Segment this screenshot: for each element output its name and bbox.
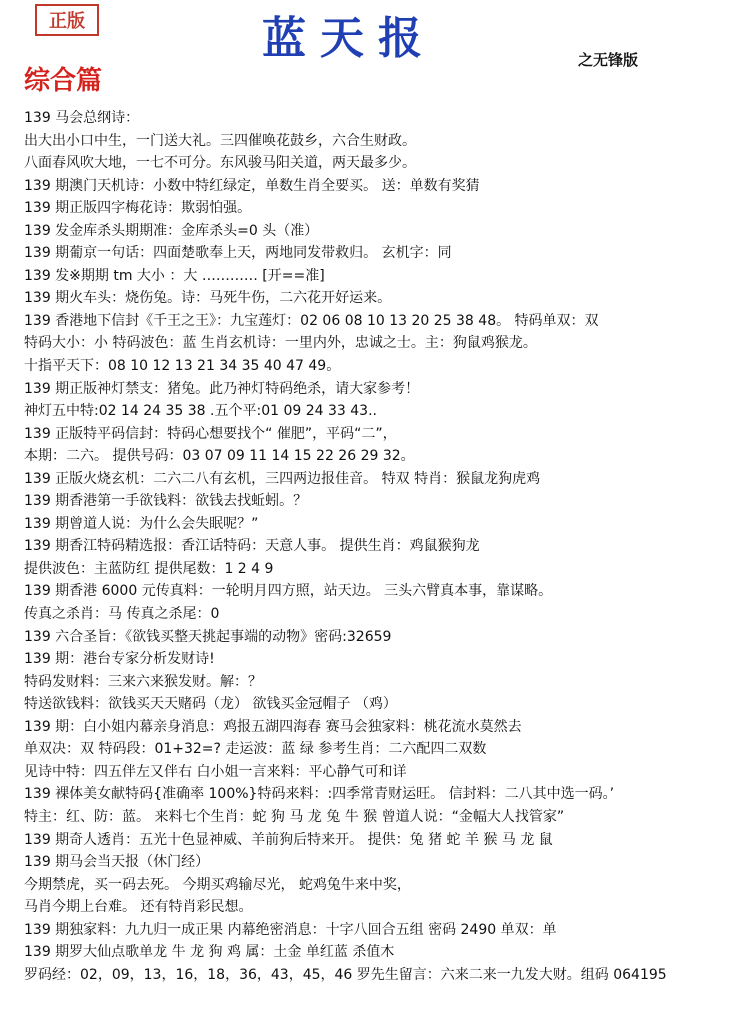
text-line: 139 期马会当天报（休门经）	[24, 854, 210, 871]
page-subtitle: 之无锋版	[578, 51, 639, 69]
text-line: 139 发※期期 tm 大小 ：大 ………… [开==准]	[24, 267, 325, 284]
text-line: 特码发财料：三来六来猴发财。解：？	[24, 673, 262, 690]
text-line: 罗码经：02，09，13，16，18，36，43，45，46 罗先生留言：六来二来一九发大财。组码 064195	[24, 966, 667, 983]
text-line: 特送欲钱料：欲钱买天天赌码（龙） 欲钱买金冠帽子 （鸡）	[24, 696, 397, 713]
text-line: 提供波色：主蓝防红 提供尾数：1 2 4 9	[24, 560, 274, 577]
text-line: 139 期：白小姐内幕亲身消息：鸡报五湖四海春 赛马会独家料：桃花流水莫然去	[24, 718, 522, 735]
text-line: 139 期香港第一手欲钱料：欲钱去找蚯蚓。？	[24, 493, 308, 510]
text-line: 139 六合圣旨：《欲钱买整天挑起事端的动物》密码:32659	[24, 628, 392, 645]
text-line: 139 期罗大仙点歌单龙 牛 龙 狗 鸡 属：土金 单红蓝 杀值木	[24, 944, 395, 961]
text-line: 见诗中特：四五伴左又伴右 白小姐一言来料：平心静气可和详	[24, 763, 407, 780]
edition-badge: 正版	[35, 4, 99, 36]
text-line: 139 期葡京一句话：四面楚歌奉上天，两地同发带救归。 玄机字：同	[24, 245, 452, 262]
text-line: 八面春风吹大地，一七不可分。东风骏马阳关道，两天最多少。	[24, 155, 416, 172]
text-line: 139 期正版神灯禁支：猪兔。此乃神灯特码绝杀，请大家参考！	[24, 380, 420, 397]
text-line: 139 期香港 6000 元传真料：一轮明月四方照，站天边。 三头六臂真本事，靠谋略。	[24, 583, 553, 600]
text-line: 139 正版火烧玄机：二六二八有玄机，三四两边报佳音。 特双 特肖：猴鼠龙狗虎鸡	[24, 470, 541, 487]
text-line: 本期：二六。 提供号码：03 07 09 11 14 15 22 26 29 32。	[24, 448, 415, 465]
text-line: 139 香港地下信封《千王之王》：九宝莲灯：02 06 08 10 13 20 25 38 48。 特码单双：双	[24, 312, 599, 329]
text-line: 139 期澳门天机诗：小数中特红绿定，单数生肖全要买。 送：单数有奖猜	[24, 177, 480, 194]
text-line: 十指平天下：08 10 12 13 21 34 35 40 47 49。	[24, 358, 341, 375]
content-body	[24, 107, 744, 986]
text-line: 139 期独家料：九九归一成正果 内幕绝密消息：十字八回合五组 密码 2490 单双：单	[24, 921, 557, 938]
text-line: 马肖今期上台难。 还有特肖彩民想。	[24, 899, 253, 916]
text-line: 139 期：港台专家分析发财诗!	[24, 651, 215, 668]
text-line: 139 正版特平码信封：特码心想要找个“ 催肥”，平码“二”，	[24, 425, 397, 442]
text-line: 139 期火车头：烧伤兔。诗：马死牛伤，二六花开好运来。	[24, 290, 392, 307]
text-line: 今期禁虎，买一码去死。 今期买鸡输尽光， 蛇鸡兔牛来中奖，	[24, 876, 411, 893]
text-line: 139 期香江特码精选报：香江话特码：天意人事。 提供生肖：鸡鼠猴狗龙	[24, 538, 480, 555]
text-line: 139 期正版四字梅花诗：欺弱怕强。	[24, 200, 252, 217]
text-line: 出大出小口中生，一门送大礼。三四催唤花鼓乡，六合生财政。	[24, 132, 416, 149]
text-line: 139 裸体美女献特码{准确率 100%}特码来料：:四季常青财运旺。 信封料：二八其中选一码。’	[24, 786, 615, 803]
text-line: 139 马会总纲诗：	[24, 110, 140, 126]
text-line: 神灯五中特:02 14 24 35 38 .五个平:01 09 24 33 43..	[24, 403, 377, 420]
text-line: 139 期曾道人说：为什么会失眠呢？”	[24, 515, 259, 532]
section-title: 综合篇	[24, 66, 103, 96]
text-line: 特码大小：小 特码波色：蓝 生肖玄机诗：一里内外，忠诚之士。主：狗鼠鸡猴龙。	[24, 335, 537, 352]
text-line: 139 发金库杀头期期准：金库杀头=0 头（准）	[24, 222, 319, 239]
text-line: 139 期奇人透肖：五光十色显神威、羊前狗后特来开。 提供：兔 猪 蛇 羊 猴 马 龙 鼠	[24, 831, 553, 848]
text-line: 单双决：双 特码段：01+32=? 走运波：蓝 绿 参考生肖：二六配四二双数	[24, 741, 487, 758]
page-title: 蓝天报	[262, 13, 436, 64]
text-line: 特主：红、防：蓝。 来料七个生肖：蛇 狗 马 龙 兔 牛 猴 曾道人说：“金幅大人找管家”	[24, 808, 565, 825]
text-line: 传真之杀肖：马 传真之杀尾：0	[24, 606, 220, 623]
